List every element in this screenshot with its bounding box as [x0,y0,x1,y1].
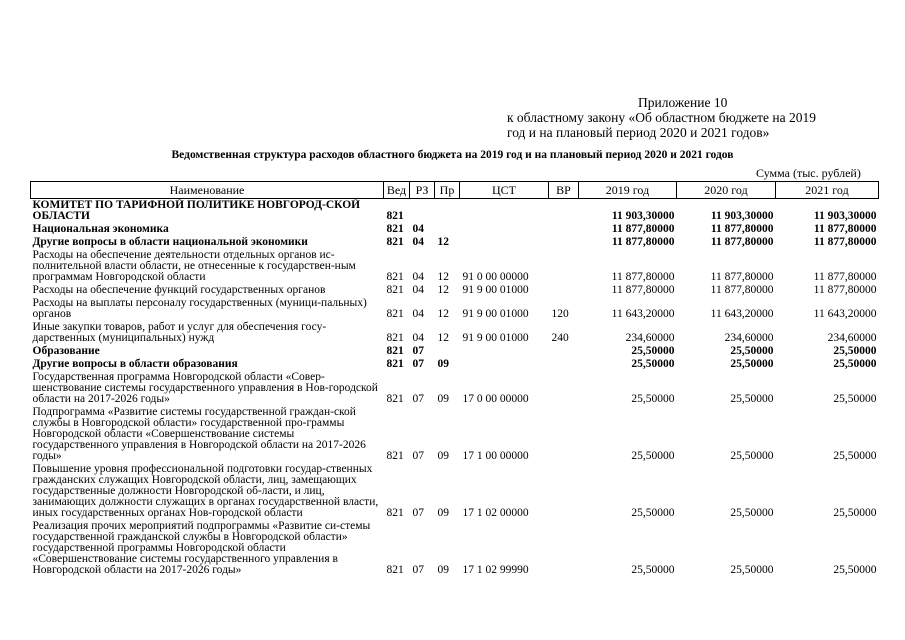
appendix-header [507,95,877,140]
row-name: Образование [32,345,100,357]
row-ved: 821 [386,271,404,283]
table-row [31,358,879,371]
row-rz: 04 [412,308,424,320]
row-vr [549,371,579,406]
row-name: Повышение уровня профессиональной подготовки государ-ственных гражданских служащих Новгородской области, лиц, замещающих государственные должности Новгородской об-ласти, и лиц, занимающих должности служащих в органах государственной власти, иных государственных органах Нов-городской области [32,463,379,519]
row-name: Расходы на обеспечение функций государственных органов [32,284,326,296]
row-rz: 04 [412,223,424,235]
col-header-name: Наименование [31,182,384,199]
row-cst: 17 0 00 00000 [462,393,529,405]
row-amount-2021: 25,50000 [833,345,877,357]
table-header-row [31,182,879,199]
row-amount-2020: 11 643,20000 [710,308,774,320]
row-amount-2021: 234,60000 [827,332,877,344]
col-header-cst: ЦСТ [460,182,549,199]
row-pr [435,223,460,236]
row-rz: 04 [412,284,424,296]
col-header-2019: 2019 год [579,182,677,199]
col-header-2021: 2021 год [776,182,879,199]
row-amount-2020: 25,50000 [730,450,774,462]
row-cst: 91 9 00 01000 [462,308,529,320]
row-name: Реализация прочих мероприятий подпрограммы «Развитие си-стемы государственной гражданской службы в Новгородской области» государственной программы Новгородской области «Совершенствование системы государственного управления в Новгородской области на 2017-2026 годы» [32,520,371,576]
row-amount-2021: 11 877,80000 [813,223,877,235]
row-amount-2021: 11 903,30000 [813,210,877,222]
row-name: Другие вопросы в области образования [32,358,238,370]
row-cst [460,223,549,236]
row-amount-2021: 25,50000 [833,564,877,576]
row-amount-2019: 25,50000 [631,358,675,370]
table-row [31,520,879,577]
row-rz: 07 [412,450,424,462]
row-amount-2019: 234,60000 [625,332,675,344]
row-amount-2019: 25,50000 [631,393,675,405]
row-name: Государственная программа Новгородской области «Совер-шенствование системы государственного управления в Нов-городской области на 2017-2026 годы» [32,371,378,405]
row-name: Расходы на выплаты персоналу государственных (муници-пальных) органов [32,297,367,320]
row-amount-2021: 11 877,80000 [813,271,877,283]
row-amount-2020: 11 877,80000 [710,284,774,296]
document-title: Ведомственная структура расходов областного бюджета на 2019 год и на плановый период 2020 и 2021 годов [171,149,734,161]
row-amount-2019: 25,50000 [631,345,675,357]
row-vr [549,199,579,224]
row-pr: 12 [437,271,449,283]
row-vr [549,345,579,358]
row-rz: 07 [412,507,424,519]
col-header-pr: Пр [435,182,460,199]
row-pr: 09 [437,450,449,462]
row-pr: 09 [437,393,449,405]
unit-note: Сумма (тыс. рублей) [756,166,861,180]
row-ved: 821 [386,223,404,235]
col-header-2020: 2020 год [677,182,776,199]
row-name: Иные закупки товаров, работ и услуг для обеспечения госу-дарственных (муниципальных) нужд [32,321,327,344]
row-amount-2020: 25,50000 [730,358,774,370]
table-row [31,249,879,284]
row-rz: 07 [412,564,424,576]
col-header-ved: Вед [384,182,410,199]
table-row [31,321,879,345]
row-pr: 09 [437,358,449,370]
row-amount-2020: 25,50000 [730,564,774,576]
row-amount-2019: 11 877,80000 [611,236,675,248]
row-cst: 91 9 00 01000 [462,332,529,344]
row-amount-2020: 11 877,80000 [710,236,774,248]
row-amount-2019: 11 877,80000 [611,223,675,235]
row-cst: 17 1 02 00000 [462,507,529,519]
row-name: Другие вопросы в области национальной экономики [32,236,308,248]
row-rz: 07 [412,393,424,405]
appendix-law-reference-line1: к областному закону «Об областном бюджете на 2019 [507,110,816,125]
row-cst [460,236,549,249]
col-header-rz: РЗ [410,182,435,199]
row-vr [549,284,579,297]
row-ved: 821 [386,332,404,344]
row-name: Расходы на обеспечение деятельности отдельных органов ис-полнительной власти области, не отнесенные к государствен-ным программам Новгородской области [32,249,356,283]
row-amount-2021: 25,50000 [833,507,877,519]
row-ved: 821 [386,564,404,576]
row-pr: 12 [437,284,449,296]
appendix-law-reference-line2: год и на плановый период 2020 и 2021 годов» [507,125,770,140]
row-amount-2019: 25,50000 [631,450,675,462]
row-cst [460,358,549,371]
row-amount-2019: 11 877,80000 [611,271,675,283]
row-rz: 04 [412,332,424,344]
row-vr [549,236,579,249]
row-vr [549,249,579,284]
row-amount-2020: 11 877,80000 [710,271,774,283]
row-pr: 09 [437,564,449,576]
appendix-number: Приложение 10 [638,95,728,110]
table-row [31,223,879,236]
table-row [31,406,879,463]
table-row [31,199,879,224]
row-amount-2020: 11 877,80000 [710,223,774,235]
row-amount-2020: 25,50000 [730,393,774,405]
row-vr [549,358,579,371]
row-pr: 12 [437,236,449,248]
row-vr [549,463,579,520]
row-vr [549,406,579,463]
row-rz: 04 [412,271,424,283]
row-vr: 240 [551,332,569,344]
row-cst: 91 9 00 01000 [462,284,529,296]
row-pr: 12 [437,308,449,320]
row-amount-2019: 11 643,20000 [611,308,675,320]
row-ved: 821 [386,358,404,370]
row-rz: 04 [412,236,424,248]
row-amount-2020: 11 903,30000 [710,210,774,222]
row-cst [460,345,549,358]
row-rz: 07 [412,358,424,370]
row-pr [435,199,460,224]
row-amount-2020: 25,50000 [730,507,774,519]
row-amount-2019: 11 903,30000 [611,210,675,222]
row-cst [460,199,549,224]
row-cst: 17 1 00 00000 [462,450,529,462]
row-rz [410,199,435,224]
row-ved: 821 [386,236,404,248]
table-row [31,345,879,358]
row-name: Подпрограмма «Развитие системы государственной граждан-ской службы в Новгородской области» государственной про-граммы Новгородской области «Совершенствование системы государственного управления в Новгородской области на 2017-2026 годы» [32,406,366,462]
row-amount-2020: 25,50000 [730,345,774,357]
row-pr: 09 [437,507,449,519]
row-ved: 821 [386,393,404,405]
table-row [31,284,879,297]
row-ved: 821 [386,450,404,462]
row-vr: 120 [551,308,569,320]
row-pr: 12 [437,332,449,344]
row-ved: 821 [386,345,404,357]
row-ved: 821 [386,308,404,320]
row-cst: 91 0 00 00000 [462,271,529,283]
budget-table [30,181,879,577]
row-name: КОМИТЕТ ПО ТАРИФНОЙ ПОЛИТИКЕ НОВГОРОД-СКОЙ ОБЛАСТИ [32,199,361,222]
row-amount-2020: 234,60000 [724,332,774,344]
table-row [31,297,879,321]
table-row [31,371,879,406]
col-header-vr: ВР [549,182,579,199]
row-amount-2021: 11 877,80000 [813,236,877,248]
row-amount-2021: 25,50000 [833,358,877,370]
row-pr [435,345,460,358]
row-rz: 07 [412,345,424,357]
row-ved: 821 [386,210,404,222]
row-ved: 821 [386,507,404,519]
row-amount-2021: 25,50000 [833,393,877,405]
row-ved: 821 [386,284,404,296]
row-vr [549,223,579,236]
table-row [31,463,879,520]
row-name: Национальная экономика [32,223,169,235]
row-amount-2019: 25,50000 [631,564,675,576]
row-amount-2021: 25,50000 [833,450,877,462]
row-amount-2021: 11 877,80000 [813,284,877,296]
row-amount-2021: 11 643,20000 [813,308,877,320]
table-row [31,236,879,249]
row-amount-2019: 11 877,80000 [611,284,675,296]
row-cst: 17 1 02 99990 [462,564,529,576]
row-vr [549,520,579,577]
row-amount-2019: 25,50000 [631,507,675,519]
